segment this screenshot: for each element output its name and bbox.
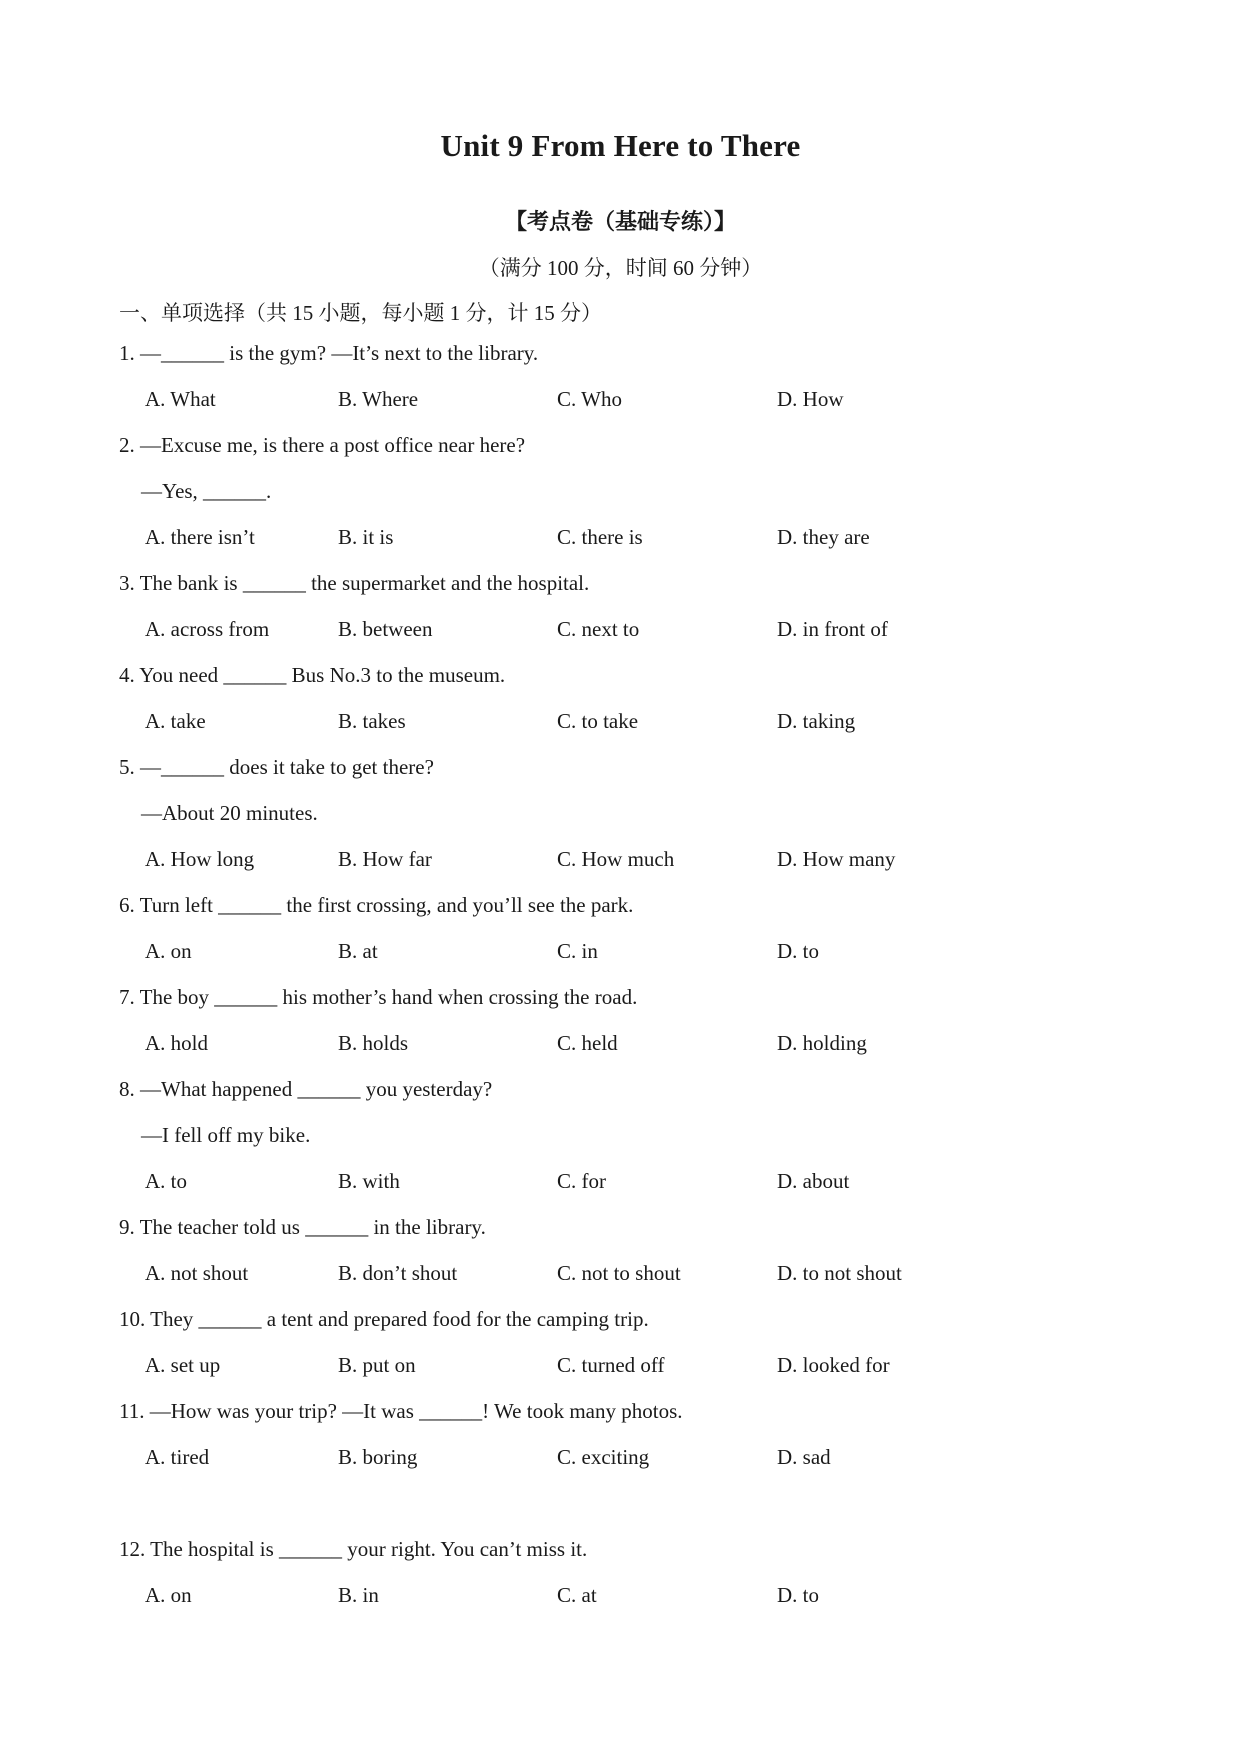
option-d: D. holding bbox=[777, 1031, 867, 1055]
option-b: B. it is bbox=[338, 525, 394, 549]
option-d: D. to bbox=[777, 939, 819, 963]
option-c: C. for bbox=[557, 1169, 606, 1193]
option-a: A. take bbox=[145, 709, 206, 733]
option-d: D. How bbox=[777, 387, 844, 411]
option-c: C. Who bbox=[557, 387, 622, 411]
options-5 bbox=[0, 847, 1241, 877]
option-b: B. between bbox=[338, 617, 433, 641]
option-d: D. taking bbox=[777, 709, 856, 733]
option-d: D. How many bbox=[777, 847, 896, 871]
option-c: C. to take bbox=[557, 709, 639, 733]
option-c: C. not to shout bbox=[557, 1261, 681, 1285]
option-b: B. put on bbox=[338, 1353, 416, 1377]
option-a: A. there isn’t bbox=[145, 525, 255, 549]
option-b: B. boring bbox=[338, 1445, 418, 1469]
option-c: C. in bbox=[557, 939, 598, 963]
question-8: 8. —What happened ______ you yesterday? bbox=[119, 1077, 493, 1101]
option-a: A. on bbox=[145, 1583, 192, 1607]
question-8-response: —I fell off my bike. bbox=[141, 1123, 311, 1147]
option-d: D. in front of bbox=[777, 617, 888, 641]
options-11 bbox=[0, 1445, 1241, 1475]
options-7 bbox=[0, 1031, 1241, 1061]
option-b: B. at bbox=[338, 939, 378, 963]
options-8 bbox=[0, 1169, 1241, 1199]
option-c: C. turned off bbox=[557, 1353, 665, 1377]
option-c: C. exciting bbox=[557, 1445, 650, 1469]
question-5: 5. —______ does it take to get there? bbox=[119, 755, 434, 779]
option-d: D. sad bbox=[777, 1445, 831, 1469]
option-b: B. with bbox=[338, 1169, 400, 1193]
options-3 bbox=[0, 617, 1241, 647]
section-heading: 一、单项选择（共 15 小题，每小题 1 分，计 15 分） bbox=[119, 301, 602, 325]
option-b: B. How far bbox=[338, 847, 432, 871]
option-b: B. takes bbox=[338, 709, 406, 733]
question-4: 4. You need ______ Bus No.3 to the museum. bbox=[119, 663, 506, 687]
paper-subtitle: 【考点卷（基础专练）】 bbox=[504, 209, 736, 234]
score-time-note: （满分 100 分，时间 60 分钟） bbox=[478, 256, 763, 280]
options-12 bbox=[0, 1583, 1241, 1613]
question-3: 3. The bank is ______ the supermarket and the hospital. bbox=[119, 571, 590, 595]
question-2-response: —Yes, ______. bbox=[141, 479, 272, 503]
option-c: C. there is bbox=[557, 525, 643, 549]
option-a: A. not shout bbox=[145, 1261, 249, 1285]
options-2 bbox=[0, 525, 1241, 555]
question-6: 6. Turn left ______ the first crossing, and you’ll see the park. bbox=[119, 893, 634, 917]
question-2: 2. —Excuse me, is there a post office near here? bbox=[119, 433, 526, 457]
option-c: C. held bbox=[557, 1031, 618, 1055]
question-1: 1. —______ is the gym? —It’s next to the library. bbox=[119, 341, 539, 365]
page-title: Unit 9 From Here to There bbox=[440, 128, 801, 163]
option-a: A. hold bbox=[145, 1031, 208, 1055]
options-4 bbox=[0, 709, 1241, 739]
option-a: A. What bbox=[145, 387, 216, 411]
option-d: D. looked for bbox=[777, 1353, 890, 1377]
question-7: 7. The boy ______ his mother’s hand when crossing the road. bbox=[119, 985, 638, 1009]
question-11: 11. —How was your trip? —It was ______! We took many photos. bbox=[119, 1399, 683, 1423]
option-a: A. across from bbox=[145, 617, 270, 641]
option-d: D. about bbox=[777, 1169, 850, 1193]
question-5-response: —About 20 minutes. bbox=[141, 801, 318, 825]
question-9: 9. The teacher told us ______ in the library. bbox=[119, 1215, 486, 1239]
option-d: D. to not shout bbox=[777, 1261, 902, 1285]
question-10: 10. They ______ a tent and prepared food for the camping trip. bbox=[119, 1307, 649, 1331]
option-a: A. on bbox=[145, 939, 192, 963]
option-c: C. next to bbox=[557, 617, 640, 641]
option-b: B. in bbox=[338, 1583, 379, 1607]
option-b: B. don’t shout bbox=[338, 1261, 458, 1285]
option-c: C. at bbox=[557, 1583, 597, 1607]
options-1 bbox=[0, 387, 1241, 417]
option-a: A. set up bbox=[145, 1353, 221, 1377]
option-d: D. they are bbox=[777, 525, 870, 549]
options-9 bbox=[0, 1261, 1241, 1291]
option-a: A. tired bbox=[145, 1445, 210, 1469]
options-10 bbox=[0, 1353, 1241, 1383]
option-a: A. to bbox=[145, 1169, 187, 1193]
option-a: A. How long bbox=[145, 847, 255, 871]
option-d: D. to bbox=[777, 1583, 819, 1607]
option-b: B. Where bbox=[338, 387, 419, 411]
option-c: C. How much bbox=[557, 847, 675, 871]
question-12: 12. The hospital is ______ your right. You can’t miss it. bbox=[119, 1537, 588, 1561]
options-6 bbox=[0, 939, 1241, 969]
option-b: B. holds bbox=[338, 1031, 409, 1055]
